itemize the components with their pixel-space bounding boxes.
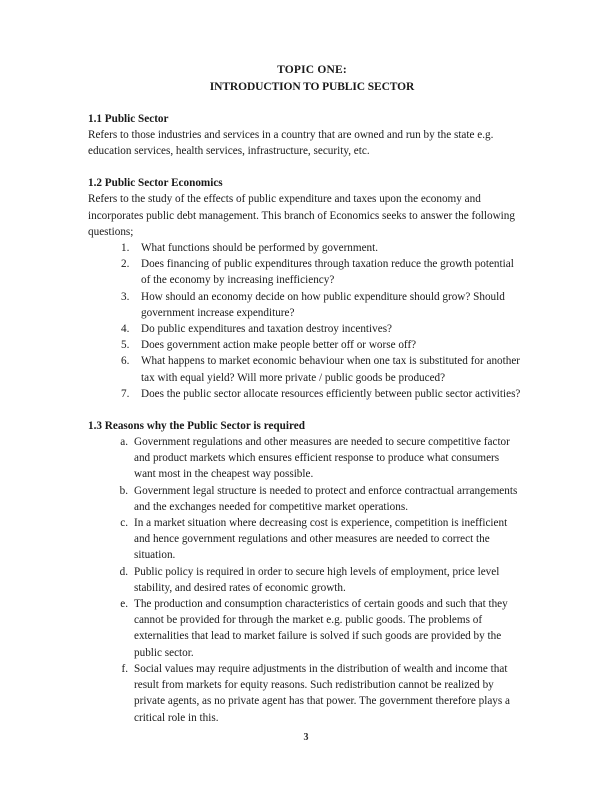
list-item-text: What happens to market economic behaviour when one tax is substituted for another tax with equal yield? Will more private / public goods be produced? [141,355,521,384]
list-item [88,483,522,515]
document-title [102,62,522,95]
list-item-text: What functions should be performed by government. [141,242,379,255]
list-item-text: The production and consumption characteristics of certain goods and such that they cannot be provided for through the market e.g. public goods. The problems of externalities that lead to market failure is solved if such goods are provided by the public sector. [134,598,508,659]
section-1-1 [88,111,522,159]
section-1-2-heading: 1.2 Public Sector Economics [88,177,223,190]
list-item-text: Public policy is required in order to secure high levels of employment, price level stability, and desired rates of economic growth. [134,565,500,594]
list-item [88,564,522,596]
list-item-text: Does financing of public expenditures through taxation reduce the growth potential of the economy by increasing inefficiency? [141,258,514,287]
list-marker: e. [120,598,128,611]
section-1-3-heading: 1.3 Reasons why the Public Sector is required [88,420,305,433]
list-marker: 2. [121,258,130,271]
list-marker: 6. [121,355,130,368]
list-marker: d. [119,565,128,578]
list-marker: c. [120,517,128,530]
list-item-text: Social values may require adjustments in the distribution of wealth and income that result from markets for equity reasons. Such redistribution cannot be realized by private agents, as no private agent has that power. The government therefore plays a critical role in this. [134,662,510,724]
list-marker: a. [120,436,128,449]
list-item [88,337,522,353]
list-item-text: In a market situation where decreasing cost is experience, competition is inefficient and hence government regulations and other measures are needed to correct the situation. [134,517,508,562]
list-item [88,596,522,661]
document-title-line-1: TOPIC ONE: [277,64,347,76]
list-marker: 7. [121,387,130,400]
list-item [88,321,522,337]
section-1-2-question-list [88,240,522,402]
list-item-text: Do public expenditures and taxation destroy incentives? [141,323,393,336]
list-item-text: Government regulations and other measures are needed to secure competitive factor and product markets which ensures efficient response to produce what consumers want most in the cheapest way possible. [134,436,510,481]
list-marker: b. [119,484,128,497]
list-item-text: Does government action make people better off or worse off? [141,339,417,352]
list-marker: 3. [121,290,130,303]
section-1-2-body: Refers to the study of the effects of public expenditure and taxes upon the economy and incorporates public debt management. This branch of Economics seeks to answer the following questions; [88,193,515,238]
list-item-text: Government legal structure is needed to protect and enforce contractual arrangements and the exchanges needed for competitive market operations. [134,484,518,513]
document-title-line-2: INTRODUCTION TO PUBLIC SECTOR [209,80,415,93]
list-marker: 1. [121,242,130,255]
list-item [88,256,522,288]
list-marker: 5. [121,339,130,352]
section-1-3 [88,418,522,726]
section-1-1-body: Refers to those industries and services in a country that are owned and run by the state e.g. education services, health services, infrastructure, security, etc. [88,129,494,158]
document-body [88,62,522,726]
list-item [88,353,522,385]
list-item-text: Does the public sector allocate resources efficiently between public sector activities? [141,387,521,400]
page-number: 3 [303,732,309,743]
list-item [88,240,522,256]
section-1-1-heading: 1.1 Public Sector [88,113,169,125]
list-marker: f. [121,662,128,675]
list-item-text: How should an economy decide on how public expenditure should grow? Should government increase expenditure? [141,290,505,319]
list-item [88,289,522,321]
list-item [88,515,522,564]
list-item [88,661,522,726]
section-1-2 [88,175,522,402]
list-marker: 4. [121,323,130,336]
section-1-3-reason-list [88,434,522,726]
list-item [88,386,522,402]
list-item [88,434,522,483]
